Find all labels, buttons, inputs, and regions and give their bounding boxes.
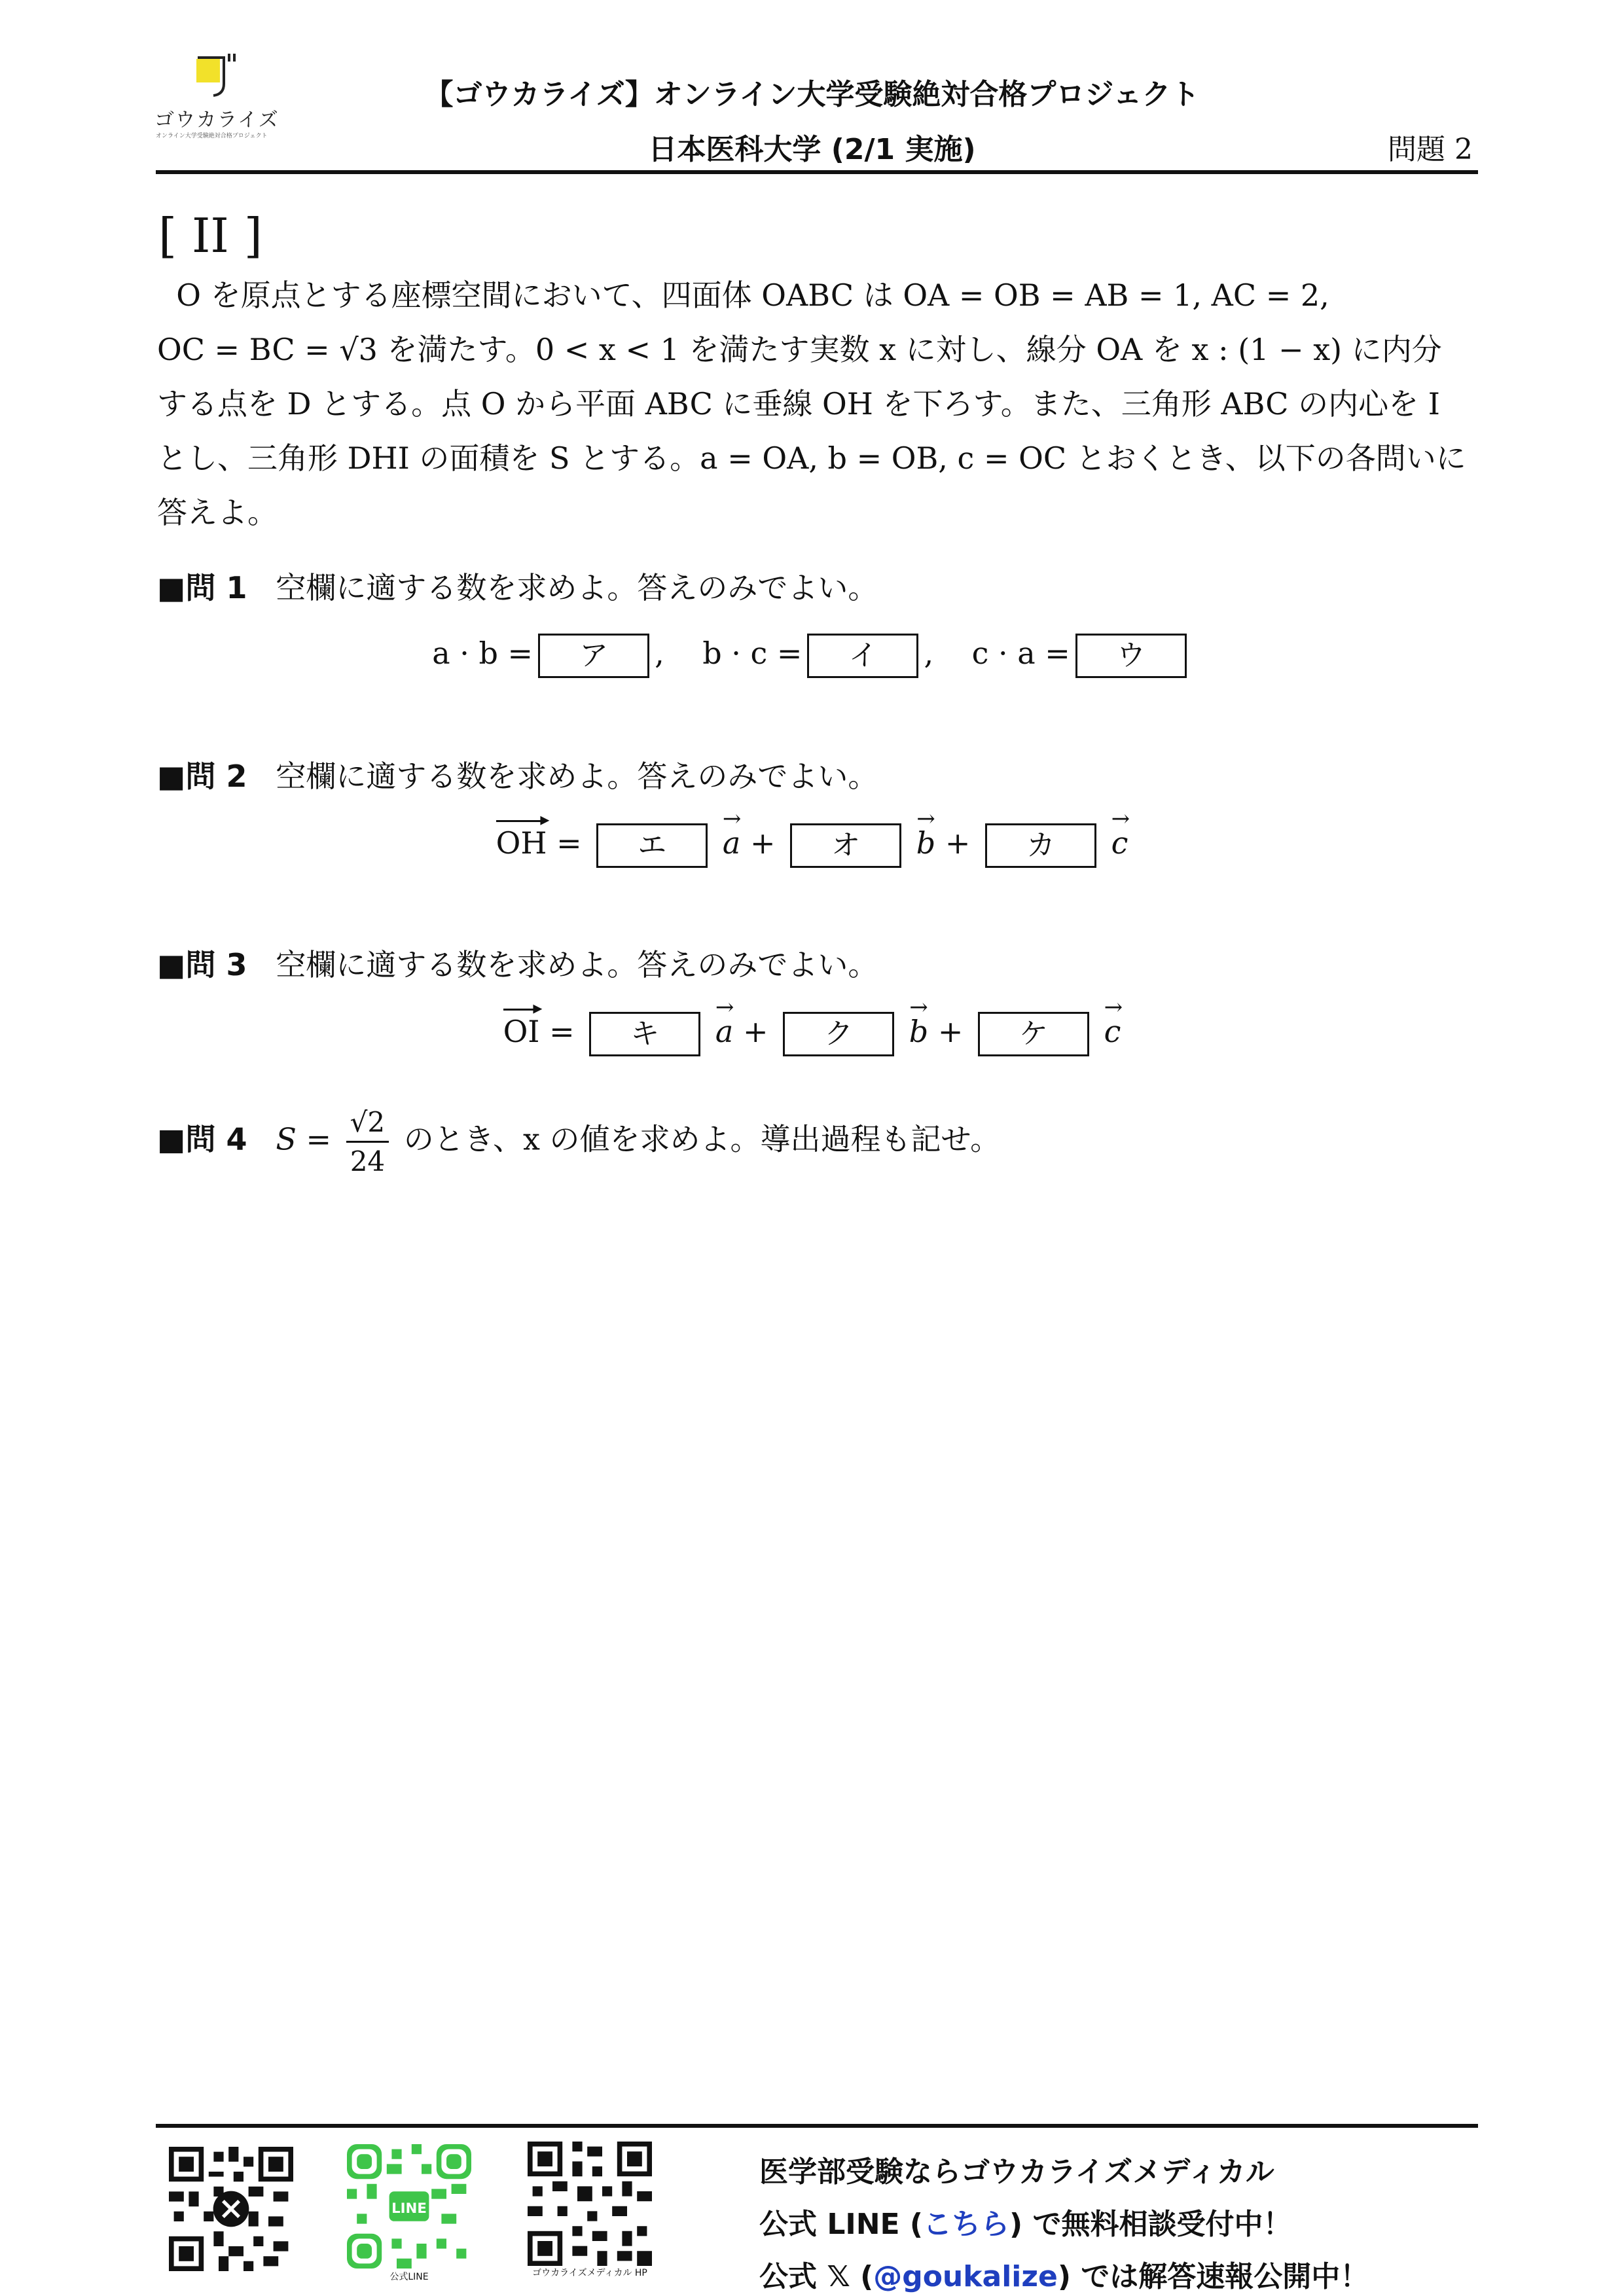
- footer-text: ) で無料相談受付中！: [1009, 2208, 1292, 2241]
- equation-q3: [0, 1012, 1624, 1056]
- question-3: [157, 941, 878, 984]
- plus: +: [945, 825, 971, 861]
- equation-q1: [0, 634, 1624, 678]
- question-text: S =: [276, 1121, 332, 1157]
- svg-text:LINE: LINE: [391, 2200, 427, 2217]
- equals: =: [549, 1014, 575, 1049]
- statement-line: [157, 431, 1479, 486]
- section-heading: [ II ]: [158, 208, 262, 263]
- question-label: ■問 3: [157, 947, 247, 982]
- plus: +: [937, 1014, 964, 1049]
- qr-line-caption: 公式LINE: [389, 2272, 429, 2282]
- question-2: [157, 753, 878, 796]
- qr-x[interactable]: [169, 2147, 293, 2271]
- qr-homepage-caption: ゴウカライズメディカル HP: [532, 2268, 647, 2278]
- plus: +: [742, 1014, 768, 1049]
- footer-rule: [156, 2124, 1478, 2128]
- vector-c: → c: [1104, 1014, 1121, 1049]
- question-4: [157, 1106, 1000, 1177]
- statement-text: とし、三角形 DHI の面積を S とする。: [157, 440, 700, 476]
- vector-a: → a: [723, 825, 740, 861]
- footer-text: ) では解答速報公開中！: [1057, 2260, 1369, 2293]
- vector-b: → b: [916, 825, 935, 861]
- question-label: ■問 1: [157, 570, 247, 605]
- answer-blank-ke[interactable]: ケ: [978, 1012, 1089, 1056]
- answer-blank-i[interactable]: イ: [807, 634, 918, 678]
- logo-name: ゴウカライズ: [154, 109, 280, 132]
- vector-a: → a: [715, 1014, 733, 1049]
- answer-blank-a[interactable]: ア: [538, 634, 649, 678]
- statement-line: 答えよ。: [157, 495, 278, 530]
- vector-c: → c: [1111, 825, 1128, 861]
- fraction-numerator: √2: [346, 1106, 389, 1143]
- vector-b: → b: [909, 1014, 928, 1049]
- footer-text: 公式 𝕏 (: [759, 2260, 874, 2293]
- dot-ab-label: a · b =: [432, 636, 533, 671]
- vector-oh: OH ▸: [496, 825, 547, 861]
- answer-blank-ka[interactable]: カ: [985, 823, 1096, 868]
- qr-line[interactable]: [347, 2144, 471, 2269]
- qr-code-icon: [528, 2142, 652, 2266]
- footer-line-3: [759, 2253, 1369, 2295]
- answer-blank-ki[interactable]: キ: [589, 1012, 700, 1056]
- qr-code-icon: [347, 2144, 471, 2269]
- question-text: 空欄に適する数を求めよ。答えのみでよい。: [276, 759, 878, 794]
- answer-blank-e[interactable]: エ: [596, 823, 708, 868]
- fraction: [346, 1106, 389, 1177]
- vector-oi: OI ▸: [503, 1014, 540, 1049]
- vector-definitions: a = OA, b = OB, c = OC: [700, 440, 1067, 476]
- statement-line: OC = BC = √3 を満たす。0 < x < 1 を満たす実数 x に対し、線分 OA を x : (1 − x) に内分: [157, 332, 1442, 367]
- comma: ,: [655, 636, 664, 671]
- comma: ,: [924, 636, 934, 671]
- statement-text: とおくとき、以下の各問いに: [1066, 440, 1466, 476]
- statement-text: O を原点とする座標空間において、四面体 OABC は OA = OB = AB = 1, AC = 2,: [176, 278, 1329, 313]
- header-rule: [156, 170, 1478, 174]
- footer-line-1: 医学部受験ならゴウカライズメディカル: [759, 2155, 1274, 2189]
- statement-line: [157, 268, 1479, 323]
- footer-line-2: [759, 2200, 1291, 2242]
- fraction-denominator: 24: [350, 1145, 386, 1177]
- dot-bc-label: b · c =: [702, 636, 803, 671]
- header-title: 【ゴウカライズ】オンライン大学受験絶対合格プロジェクト: [424, 78, 1200, 111]
- qr-code-icon: [169, 2147, 293, 2271]
- problem-number: 問題 2: [1388, 133, 1473, 166]
- question-label: ■問 2: [157, 759, 247, 794]
- answer-blank-o[interactable]: オ: [790, 823, 901, 868]
- answer-blank-ku[interactable]: ク: [783, 1012, 894, 1056]
- question-1: [157, 564, 878, 607]
- dot-ca-label: c · a =: [971, 636, 1070, 671]
- x-account-link[interactable]: @goukalize: [873, 2260, 1058, 2293]
- problem-statement: [157, 268, 1479, 540]
- question-text: のとき、x の値を求めよ。導出過程も記せ。: [403, 1121, 1001, 1157]
- equation-q2: [0, 823, 1624, 868]
- statement-line: する点を D とする。点 O から平面 ABC に垂線 OH を下ろす。また、三角形 ABC の内心を I: [157, 386, 1440, 422]
- question-label: ■問 4: [157, 1121, 247, 1157]
- equals: =: [556, 825, 582, 861]
- question-text: 空欄に適する数を求めよ。答えのみでよい。: [276, 570, 878, 605]
- qr-homepage[interactable]: [528, 2142, 652, 2266]
- logo-tagline: オンライン大学受験絶対合格プロジェクト: [156, 133, 268, 139]
- answer-blank-u[interactable]: ウ: [1075, 634, 1187, 678]
- line-link[interactable]: こちら: [923, 2208, 1010, 2241]
- footer-text: 公式 LINE (: [759, 2208, 924, 2241]
- plus: +: [749, 825, 776, 861]
- header-subtitle: 日本医科大学 (2/1 実施): [648, 133, 976, 166]
- question-text: 空欄に適する数を求めよ。答えのみでよい。: [276, 947, 878, 982]
